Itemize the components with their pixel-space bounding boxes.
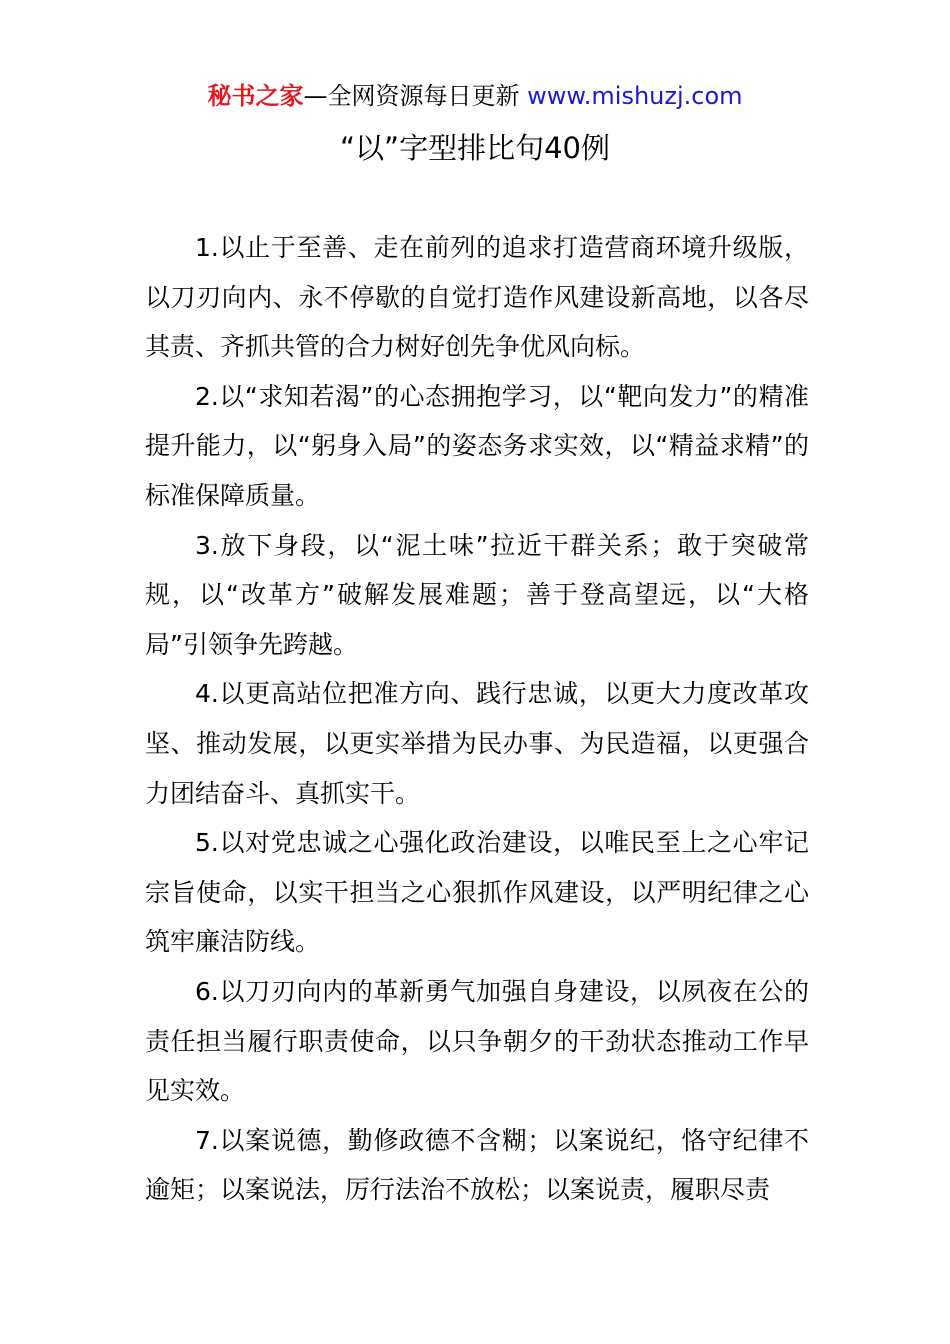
paragraph-1: 1.以止于至善、走在前列的追求打造营商环境升级版，以刀刃向内、永不停歇的自觉打造作风建设新高地，以各尽其责、齐抓共管的合力树好创先争优风向标。 bbox=[145, 233, 809, 362]
header-tagline: —全网资源每日更新 bbox=[303, 82, 528, 110]
document-title: “以”字型排比句40例 bbox=[340, 131, 610, 165]
site-header bbox=[0, 80, 950, 112]
paragraph-4: 4.以更高站位把准方向、践行忠诚，以更大力度改革攻坚、推动发展，以更实举措为民办事、为民造福，以更强合力团结奋斗、真抓实干。 bbox=[145, 679, 809, 808]
brand-name: 秘书之家 bbox=[207, 82, 304, 110]
document-body bbox=[145, 223, 809, 1215]
site-url: www.mishuzj.com bbox=[527, 82, 743, 110]
paragraph-2: 2.以“求知若渴”的心态拥抱学习，以“靶向发力”的精准提升能力，以“躬身入局”的姿态务求实效，以“精益求精”的标准保障质量。 bbox=[145, 381, 809, 510]
paragraph-6: 6.以刀刃向内的革新勇气加强自身建设，以夙夜在公的责任担当履行职责使命，以只争朝夕的干劲状态推动工作早见实效。 bbox=[145, 976, 809, 1106]
paragraph-3: 3.放下身段，以“泥土味”拉近干群关系；敢于突破常规，以“改革方”破解发展难题；善于登高望远，以“大格局”引领争先跨越。 bbox=[145, 530, 809, 659]
paragraph-5: 5.以对党忠诚之心强化政治建设，以唯民至上之心牢记宗旨使命，以实干担当之心狠抓作风建设，以严明纪律之心筑牢廉洁防线。 bbox=[145, 828, 809, 957]
paragraph-7: 7.以案说德，勤修政德不含糊；以案说纪，恪守纪律不逾矩；以案说法，厉行法治不放松；以案说责，履职尽责 bbox=[145, 1125, 809, 1205]
